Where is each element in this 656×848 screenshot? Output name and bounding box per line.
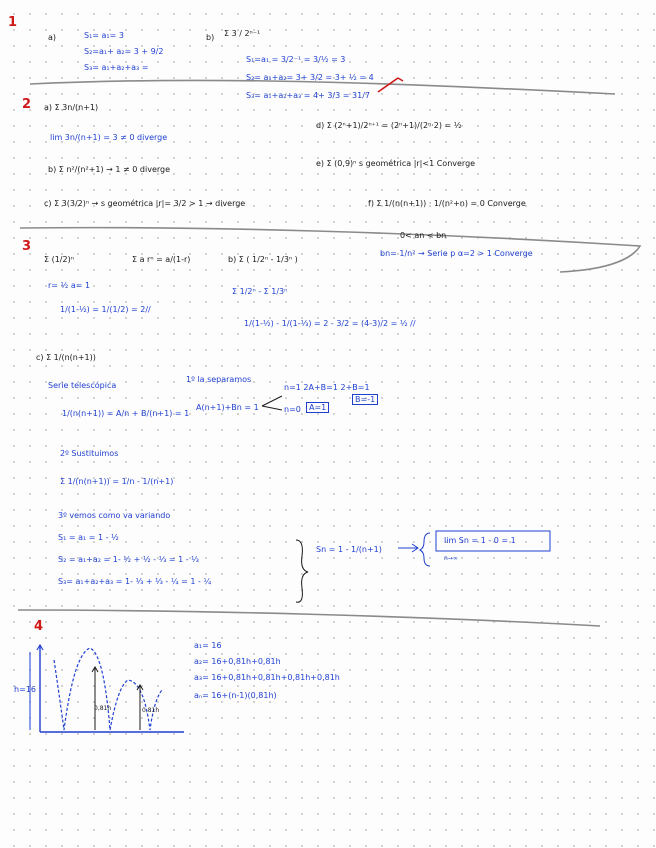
s3-c-S2: S₂ = a₁+a₂ = 1- ½ + ½ - ⅓ = 1 - ⅓ (58, 555, 199, 564)
s2-a: a) Σ 3n/(n+1) (44, 103, 99, 112)
s1-b-label: b) (206, 33, 215, 42)
s4-bounce-2-label: 0,81h (142, 707, 160, 714)
s3-c-A: A=1 (306, 402, 329, 413)
s4-line-4: aₙ= 16+(n-1)(0,81h) (194, 691, 277, 700)
s1-a-line-1: S₁= a₁= 3 (84, 31, 124, 40)
s3-b-split: Σ 1/2ⁿ - Σ 1/3ⁿ (232, 287, 288, 296)
s2-e: e) Σ (0,9)ⁿ s geométrica |r|<1 Converge (316, 159, 476, 168)
s3-c-step2-title: 2º Sustituimos (60, 449, 119, 458)
s3-c-lim: lim Sn = 1 - 0 = 1 (444, 536, 516, 545)
s3-c-step3-title: 3º vemos como va variando (58, 511, 171, 520)
s1-a-line-2: S₂=a₁+ a₂= 3 + 9/2 (84, 47, 164, 56)
s2-b: b) Σ n²/(n²+1) → 1 ≠ 0 diverge (48, 165, 171, 174)
bounce-diagram (30, 645, 184, 732)
s3-c-B: B=-1 (352, 394, 378, 405)
s2-f: f) Σ 1/(n(n+1)) · 1/(n²+n) = 0 Converge (368, 199, 526, 208)
s3-c-step1-eq: 1/(n(n+1)) = A/n + B/(n+1) = 1 (62, 409, 190, 418)
s3-c-n1: n=1 2A+B=1 2+B=1 (284, 383, 370, 392)
s2-bn-2: bn= 1/n² → Serie p α=2 > 1 Converge (380, 249, 533, 258)
s1-b-series: Σ 3 / 2ⁿ⁻¹ (224, 29, 261, 38)
section-2-number: 2 (22, 97, 32, 112)
s2-c: c) Σ 3(3/2)ⁿ → s geométrica |r|= 3/2 > 1 → diverge (44, 199, 246, 208)
s3-a-geo: Σ a rⁿ = a/(1-r) (132, 255, 191, 264)
s3-a-r: r= ½ a= 1 (48, 281, 91, 290)
s2-a-lim: lim 3n/(n+1) = 3 ≠ 0 diverge (50, 133, 168, 142)
s3-c-tele: Serie telescópica (48, 381, 117, 390)
s1-b-line-3: S₃= a₁+a₂+a₃ = 4+ 3/3 = 31/7 (246, 91, 371, 100)
s3-c-S3: S₃= a₁+a₂+a₃ = 1- ⅓ + ⅓ - ¼ = 1 - ¼ (58, 577, 212, 586)
s3-c-Sn: Sn = 1 - 1/(n+1) (316, 545, 382, 554)
s3-c-step1-title: 1º la separamos (186, 375, 252, 384)
s3-c-step2-eq: Σ 1/(n(n+1)) = 1/n - 1/(n+1) (60, 477, 174, 486)
s2-bn-1: 0< an < bn (400, 231, 447, 240)
s1-a-label: a) (48, 33, 57, 42)
s3-b-series: b) Σ ( 1/2ⁿ - 1/3ⁿ ) (228, 255, 298, 264)
s3-a-series: Σ (1/2)ⁿ (44, 255, 74, 264)
s3-a-res: 1/(1-½) = 1/(1/2) = 2// (60, 305, 151, 314)
s1-b-line-2: S₂= a₁+a₂= 3+ 3/2 = 3+ ½ = 4 (246, 73, 374, 82)
s2-d: d) Σ (2ⁿ+1)/2ⁿ⁺¹ = (2ⁿ+1)/(2ⁿ·2) = ½ (316, 121, 462, 130)
s3-c-series: c) Σ 1/(n(n+1)) (36, 353, 96, 362)
s4-line-1: a₁= 16 (194, 641, 222, 650)
s3-c-n0: n=0 (284, 405, 301, 414)
s3-c-lim-sub: n→∞ (444, 555, 458, 562)
s4-line-2: a₂= 16+0,81h+0,81h (194, 657, 281, 666)
s1-a-line-3: S₃= a₁+a₂+a₃ = (84, 63, 149, 72)
s1-b-line-1: S₁=a₁ = 3/2⁻¹ = 3/½ = 3 (246, 55, 346, 64)
s4-bounce-1-label: 0,81h (94, 705, 112, 712)
section-1-number: 1 (8, 15, 18, 30)
s4-h-label: h=16 (14, 685, 36, 694)
s3-c-step1-sys: A(n+1)+Bn = 1 (196, 403, 259, 412)
section-3-number: 3 (22, 239, 32, 254)
s4-line-3: a₃= 16+0,81h+0,81h+0,81h+0,81h (194, 673, 340, 682)
s3-c-S1: S₁ = a₁ = 1 - ½ (58, 533, 119, 542)
section-4-number: 4 (34, 619, 44, 634)
s3-b-res: 1/(1-½) - 1/(1-⅓) = 2 - 3/2 = (4-3)/2 = ½ // (244, 319, 416, 328)
